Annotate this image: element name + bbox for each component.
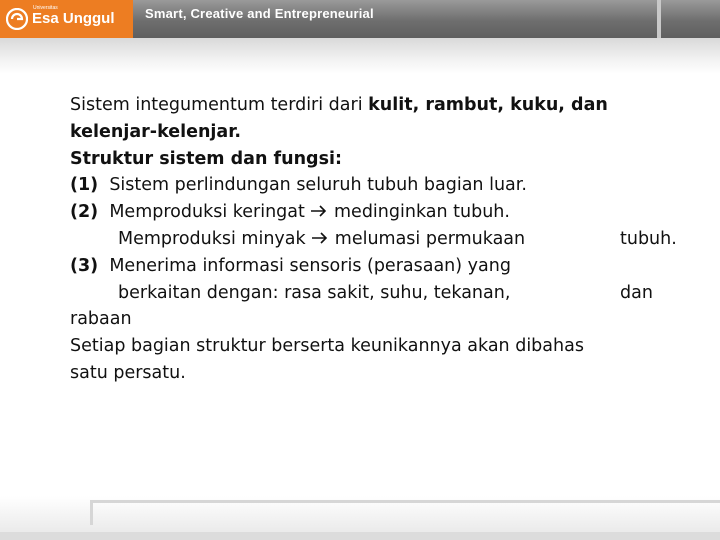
list-item-3: [70, 253, 690, 280]
list-text: Memproduksi minyak: [118, 228, 312, 249]
list-item-3-cont: [70, 280, 690, 307]
logo-emblem-icon: [6, 8, 28, 30]
list-item-2-cont: [70, 226, 690, 253]
arrow-right-icon: [311, 231, 329, 245]
header-tagline-bar: [133, 0, 720, 38]
footer-frame: [90, 500, 720, 525]
header-bar: [0, 0, 720, 38]
logo-name: Esa Unggul: [32, 10, 115, 27]
list-text: medinginkan tubuh.: [328, 202, 510, 223]
closing-line-2: satu persatu.: [70, 362, 186, 383]
list-number: (1): [70, 175, 99, 196]
closing-line-1: Setiap bagian struktur berserta keunikannya akan dibahas: [70, 336, 584, 357]
intro-text: Sistem integumentum terdiri dari: [70, 95, 369, 115]
list-item-3-end: rabaan: [70, 309, 132, 330]
list-number: (3): [70, 255, 99, 276]
header-divider: [657, 0, 661, 38]
justified-word: dan: [620, 282, 653, 303]
university-logo: [6, 4, 130, 34]
intro-bold: kulit, rambut, kuku, dan: [368, 95, 608, 115]
footer-stripe: [0, 532, 720, 540]
justified-word: tubuh.: [620, 228, 677, 249]
list-text: Sistem perlindungan seluruh tubuh bagian luar.: [109, 175, 527, 196]
text-line-1: [70, 92, 690, 119]
list-number: (2): [70, 202, 99, 223]
section-heading: Struktur sistem dan fungsi:: [70, 148, 342, 169]
list-item-2: [70, 199, 690, 226]
text-line-2: kelenjar-kelenjar.: [70, 121, 242, 142]
arrow-right-icon: [310, 204, 328, 218]
list-text: berkaitan dengan: rasa sakit, suhu, tekanan,: [118, 282, 511, 303]
logo-subtitle: Universitas: [33, 5, 58, 11]
slide-body: [70, 92, 690, 387]
header-shadow-band: [0, 38, 720, 74]
list-item-1: [70, 172, 690, 199]
list-text: Memproduksi keringat: [109, 202, 311, 223]
list-text: Menerima informasi sensoris (perasaan) yang: [109, 255, 511, 276]
tagline: Smart, Creative and Entrepreneurial: [145, 6, 374, 21]
list-text: melumasi permukaan: [329, 228, 526, 249]
